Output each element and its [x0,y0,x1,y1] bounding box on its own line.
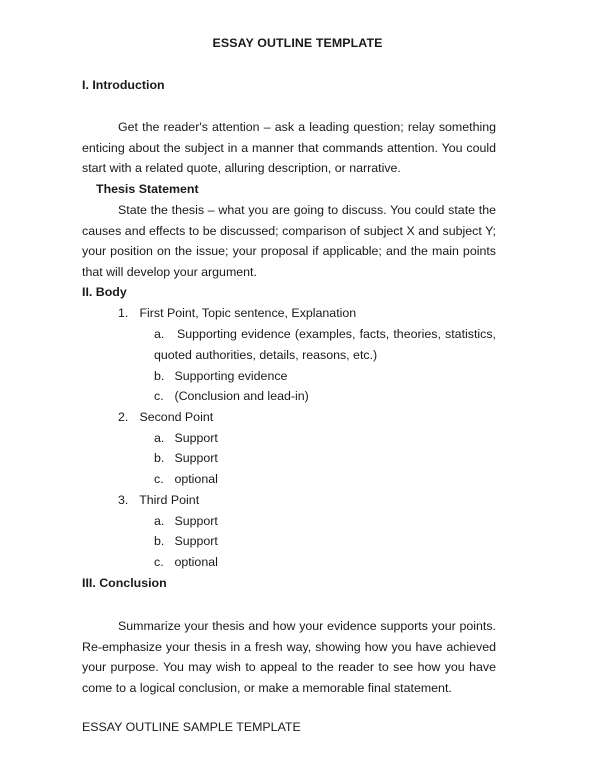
point-marker: 1. [118,306,129,320]
outline-subpoint [154,534,218,548]
outline-subpoint [154,472,218,486]
body-heading: II. Body [82,285,127,299]
subpoint-marker: a. [154,514,165,528]
outline-point [118,410,213,424]
paragraph-line: enticing about the subject in a manner that commands attention. You could [82,140,496,155]
subpoint-text: optional [174,472,218,486]
outline-subpoint [154,451,218,465]
subpoint-marker: c. [154,389,164,403]
outline-subpoint [154,369,287,383]
paragraph-line: come to a logical conclusion, or make a memorable final statement. [82,681,452,696]
point-marker: 2. [118,410,129,424]
point-label: Second Point [139,410,214,424]
paragraph-line: your position on the issue; your proposal if applicable; and the main points [82,244,496,259]
introduction-paragraph [82,117,496,179]
subpoint-marker: b. [154,369,165,383]
outline-subpoint [154,431,218,445]
outline-subpoint [154,389,309,403]
subpoint-marker: c. [154,555,164,569]
subpoint-line: Supporting evidence (examples, facts, theories, statistics, [177,327,496,341]
point-marker: 3. [118,493,129,507]
subpoint-text: Support [174,514,218,528]
paragraph-line: State the thesis – what you are going to discuss. You could state the [118,203,496,217]
subpoint-marker: c. [154,472,164,486]
outline-point [118,493,199,507]
subpoint-text: optional [174,555,218,569]
point-label: Third Point [139,493,200,507]
subpoint-text: (Conclusion and lead-in) [174,389,309,403]
outline-point [118,306,356,320]
paragraph-line: Re-emphasize your thesis in a fresh way, showing how you have achieved [82,639,496,654]
conclusion-heading: III. Conclusion [82,576,167,590]
subpoint-marker: a. [154,431,165,445]
point-label: First Point, Topic sentence, Explanation [139,306,357,320]
subpoint-marker: b. [154,451,165,465]
conclusion-paragraph [82,616,496,699]
subpoint-marker: b. [154,534,165,548]
paragraph-line: start with a related quote, alluring description, or narrative. [82,161,401,176]
subpoint-text: Support [174,431,218,445]
subpoint-text: Supporting evidence [174,369,288,383]
outline-subpoint [154,514,218,528]
introduction-heading: I. Introduction [82,78,165,92]
footer-caption: ESSAY OUTLINE SAMPLE TEMPLATE [82,720,301,734]
subpoint-text: Support [174,451,218,465]
paragraph-line: your purpose. You may wish to appeal to the reader to see how you have [82,660,496,675]
subpoint-continuation: quoted authorities, details, reasons, etc.) [154,348,378,362]
paragraph-line: causes and effects to be discussed; comparison of subject X and subject Y; [82,223,496,238]
paragraph-line: that will develop your argument. [82,265,257,280]
thesis-paragraph [82,200,496,283]
document-title: ESSAY OUTLINE TEMPLATE [212,36,383,50]
paragraph-line: Summarize your thesis and how your evidence supports your points. [118,619,496,633]
outline-subpoint [154,555,218,569]
thesis-heading: Thesis Statement [96,182,199,196]
subpoint-marker: a. [154,327,165,341]
subpoint-text: Support [174,534,218,548]
paragraph-line: Get the reader's attention – ask a leading question; relay something [118,120,496,134]
subpoint-text [177,327,496,341]
